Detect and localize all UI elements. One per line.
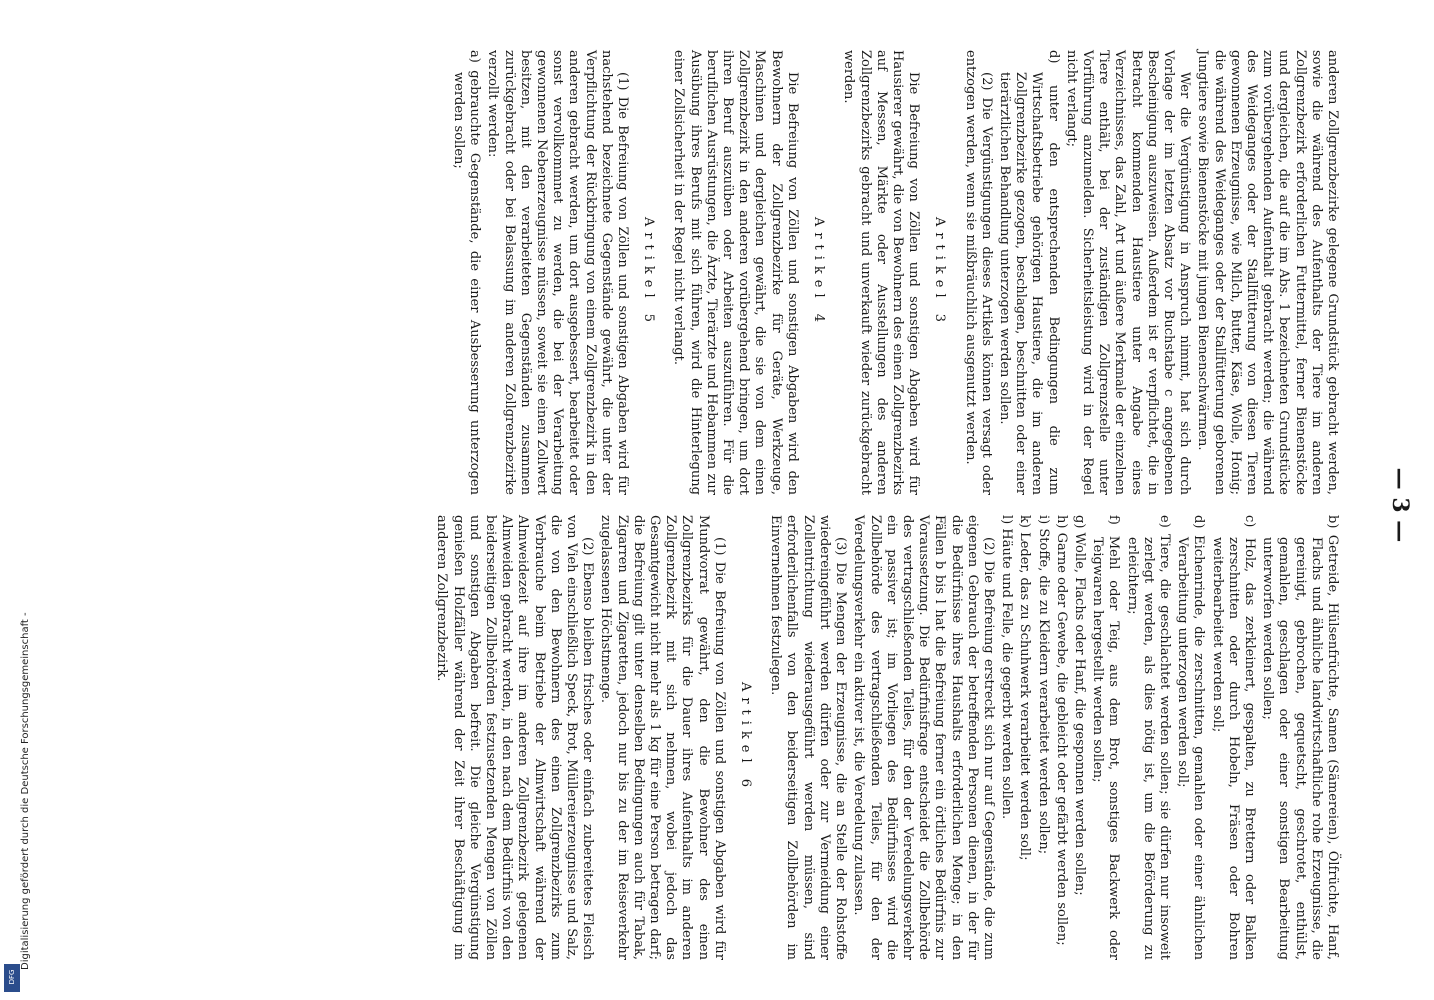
article-6-text: (1) Die Befreiung von Zöllen und sonstigen Abgaben wird für Mundvorrat gewährt, den die Bewohner des einen Zollgrenzbezirks für die Dauer ihres Aufenthalts im anderen Zollgrenzbezirk mit sich nehmen, wobei jedoch das Gesamtgewicht nicht mehr als 1 kg für eine Person betragen darf; die Befreiung gilt unter denselben Bedingungen auch für Tabak, Zigarren und Zigaretten, jedoch nur bis zu der im Reiseverkehr zugelassenen Höchstmenge. — [598, 515, 727, 960]
article-4-text: Die Befreiung von Zöllen und sonstigen Abgaben wird den Bewohnern der Zollgrenzbezirke für Geräte, Werkzeuge, Maschinen und dergleichen gewährt, die sie von dem einen Zollgrenzbezirk in den anderen vorübergehend bringen, um dort ihren Beruf auszuüben oder Arbeiten auszuführen. Für die beruflichen Ausrüstungen, die Ärzte, Tierärzte und Hebammen zur Ausübung ihres Berufs mit sich führen, wird die Hinterlegung einer Zollsicherheit in der Regel nicht verlangt. — [671, 50, 800, 495]
paragraph: anderen Zollgrenzbezirke gelegene Grundstück gebracht werden, sowie die während des Aufenthalts der Tiere im anderen Zollgrenzbezirk erforderlichen Futtermittel, ferner Bienenstöcke und dergleichen, die auf die im Abs. 1 bezeichneten Grundstücke zum vorübergehenden Aufenthalt gebracht werden; die während des Weideganges oder der Stallfütterung von diesen Tieren gewonnenen Erzeugnisse, wie Milch, Butter, Käse, Wolle, Honig; die während des Weideganges oder der Stallfütterung geborenen Jungtiere sowie Bienenstöcke mit jungen Bienenschwärmen. — [1195, 50, 1340, 495]
page-number: — 3 — — [1387, 467, 1413, 543]
list-item: b) Getreide, Hülsenfrüchte, Samen (Sämereien), Ölfrüchte, Hanf, Flachs und ähnliche landwirtschaftliche rohe Erzeugnisse, die gereinigt, gebrochen, gequetscht, geschrotet, enthülst, gemahlen, geschlagen oder einer sonstigen Bearbeitung unterworfen werden sollen; — [1260, 515, 1340, 960]
rotated-page-content — [40, 10, 1430, 1000]
right-column — [431, 515, 1340, 960]
paragraph: (2) Die Befreiung erstreckt sich nur auf Gegenstände, die zum eigenen Gebrauch der betreffenden Personen dienen, in der für die Bedürfnisse ihres Haushalts erforderlichen Menge; in den Fällen b bis l hat die Befreiung ferner ein örtliches Bedürfnis zur Voraussetzung. Die Bedürfnisfrage entscheidet die Zollbehörde des vertragschließenden Teiles, für den der Veredelungsverkehr ein passiver ist; im Vorliegen des Bedürfnisses wird die Zollbehörde des vertragschließenden Teiles, für den der Veredelungsverkehr ein aktiver ist, die Veredelung zulassen. — [851, 515, 996, 960]
list-item: e) Tiere, die geschlachtet werden sollen; sie dürfen nur insoweit zerlegt werden, als dies nötig ist, um die Beförderung zu erleichtern; — [1124, 515, 1172, 960]
footer-text: Digitalisierung gefördert durch die Deutsche Forschungsgemeinschaft - — [20, 612, 31, 970]
paragraph: (3) Die Mengen der Erzeugnisse, die an Stelle der Rohstoffe wiedereingeführt werden dürfen oder zur Vermeidung einer Zollentrichtung wiederausgeführt werden müssen, sind erforderlichenfalls von den beiderseitigen Zollbehörden im Einvernehmen festzulegen. — [768, 515, 849, 960]
left-column — [448, 50, 1340, 495]
paragraph: (2) Die Vergünstigungen dieses Artikels können versagt oder entzogen werden, wenn sie mißbräuchlich ausgenutzt werden. — [962, 50, 994, 495]
article-5-text: (1) Die Befreiung von Zöllen und sonstigen Abgaben wird für nachstehend bezeichnete Gegenstände gewährt, die unter der Verpflichtung der Rückbringung von einem Zollgrenzbezirk in den anderen gebracht werden, um dort ausgebessert, bearbeitet oder sonst vervollkommnet zu werden, die bei der Verarbeitung gewonnenen Nebenerzeugnisse müssen, soweit sie einen Zollwert besitzen, mit den verarbeiteten Gegenständen zusammen zurückgebracht oder bei Belassung im anderen Zollgrenzbezirke verzollt werden: — [485, 50, 631, 495]
list-item: f) Mehl oder Teig, aus dem Brot, sonstiges Backwerk oder Teigwaren hergestellt werden sollen; — [1090, 515, 1122, 960]
article-4-heading: Artikel 4 — [811, 216, 827, 329]
list-item: i) Stoffe, die zu Kleidern verarbeitet werden sollen; — [1035, 515, 1051, 855]
article-3-heading: Artikel 3 — [932, 216, 948, 329]
list-item: a) gebrauchte Gegenstände, die einer Ausbesserung unterzogen werden sollen; — [451, 50, 483, 495]
dfg-logo-label: DFG — [8, 969, 16, 985]
list-item: c) Holz, das zerkleinert, gespalten, zu Brettern oder Balken zerschnitten oder durch Hobeln, Fräsen oder Bohren weiterbearbeitet werden soll; — [1209, 515, 1257, 960]
digitization-footer — [6, 10, 31, 990]
paragraph: Wer die Vergünstigung in Anspruch nimmt, hat sich durch Vorlage der im letzten Absatz vor Buchstabe c angegebenen Bescheinigung auszuweisen. Außerdem ist er verpflichtet, die in Betracht kommenden Haustiere unter Angabe eines Verzeichnisses, das Zahl, Art und äußere Merkmale der einzelnen Tiere enthält, bei der zuständigen Zollgrenzstelle unter Vorführung anzumelden. Sicherheitsleistung wird in der Regel nicht verlangt; — [1063, 50, 1193, 495]
dfg-logo — [4, 964, 20, 992]
list-item: d) unter den entsprechenden Bedingungen die zum Wirtschaftsbetriebe gehörigen Haustiere, die im anderen Zollgrenzbezirke gezogen, beschlagen, beschnitten oder einer tierärztlichen Behandlung unterzogen werden sollen. — [996, 50, 1061, 495]
article-6-text: (2) Ebenso bleiben frisches oder einfach zubereitetes Fleisch von Vieh einschließlich Speck, Brot, Müllereierzeugnisse und Salz, die von den Bewohnern des einen Zollgrenzbezirks zum Verbrauche beim Betriebe der Almwirtschaft während der Almweidezeit auf ihre im anderen Zollgrenzbezirk gelegenen Almweiden gebracht werden, in den nach dem Bedürfnis von den beiderseitigen Zollbehörden festzusetzenden Mengen von Zöllen und sonstigen Abgaben befreit. Die gleiche Vergünstigung genießen Holzfäller während der Zeit ihrer Beschäftigung im anderen Zollgrenzbezirk. — [434, 515, 596, 960]
article-5-heading: Artikel 5 — [641, 216, 657, 329]
list-item: k) Leder, das zu Schuhwerk verarbeitet werden soll; — [1017, 515, 1033, 861]
article-3-text: Die Befreiung von Zöllen und sonstigen Abgaben wird für Hausierer gewährt, die von Bewohnern des einen Zollgrenzbezirks auf Messen, Märkte oder Ausstellungen des anderen Zollgrenzbezirks gebracht und unverkauft wieder zurückgebracht werden. — [841, 50, 922, 495]
list-item: h) Garne oder Gewebe, die gebleicht oder gefärbt werden sollen; — [1053, 515, 1069, 946]
list-item: d) Eichenrinde, die zerschnitten, gemahlen oder einer ähnlichen Verarbeitung unterzogen werden soll; — [1175, 515, 1207, 960]
list-item: l) Häute und Felle, die gegerbt werden sollen. — [999, 515, 1015, 820]
article-6-heading: Artikel 6 — [738, 681, 754, 794]
list-item: g) Wolle, Flachs oder Hanf, die gesponnen werden sollen; — [1071, 515, 1087, 896]
